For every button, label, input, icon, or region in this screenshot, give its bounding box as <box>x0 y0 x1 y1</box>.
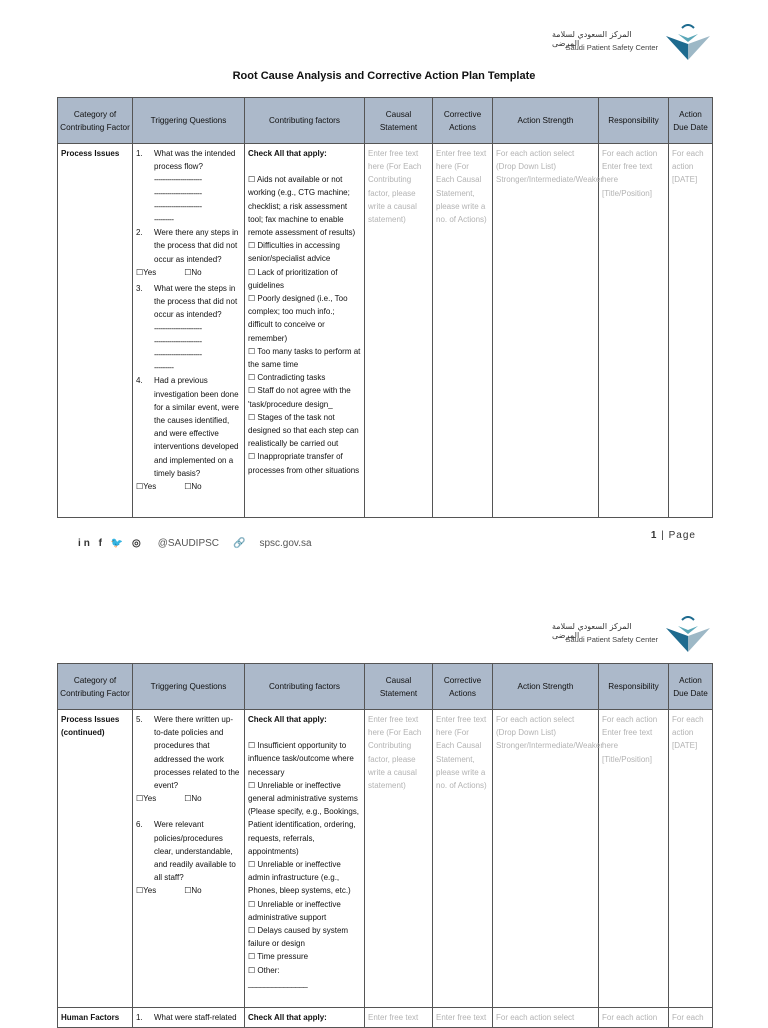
website-link[interactable]: spsc.gov.sa <box>259 538 312 549</box>
header-responsibility: Responsibility <box>599 98 669 144</box>
header-contributing-factors: Contributing factors <box>245 664 365 710</box>
logo-mark-icon <box>664 24 712 62</box>
factor-checkbox[interactable]: ☐ Poorly designed (i.e., Too complex; too much info.; difficult to conceive or remember) <box>248 294 348 343</box>
due-date-field[interactable]: For each action [DATE] <box>669 144 713 518</box>
category-cell: Process Issues <box>58 144 133 518</box>
factor-checkbox[interactable]: ☐ Unreliable or ineffective administrative support <box>248 899 341 922</box>
header-category: Category of Contributing Factor <box>58 664 133 710</box>
logo-arabic-text: المركز السعودي لسلامة المرضى <box>552 30 632 48</box>
question-item: 1. What were staff-related <box>136 1013 237 1022</box>
header-action-due-date: Action Due Date <box>669 98 713 144</box>
factor-checkbox[interactable]: ☐ Other: <box>248 965 280 975</box>
logo-english-text: Saudi Patient Safety Center <box>565 43 658 52</box>
questions-cell <box>133 1008 245 1028</box>
factor-checkbox[interactable]: ☐ Unreliable or ineffective admin infrastructure (e.g., Phones, bleep systems, etc.) <box>248 860 351 896</box>
yes-no-checkboxes[interactable]: ☐Yes ☐No <box>136 267 202 277</box>
question-item: 5. Were there written up-to-date policies and procedures that addressed the work processes related to the event? <box>136 715 240 791</box>
factor-checkbox[interactable]: ☐ Too many tasks to perform at the same time <box>248 346 361 370</box>
spsc-logo <box>552 616 712 656</box>
logo-mark-icon <box>664 616 712 654</box>
action-strength-dropdown[interactable]: For each action select (Drop Down List) Stronger/Intermediate/Weaker <box>493 710 599 1008</box>
action-strength-dropdown[interactable]: For each action select <box>493 1008 599 1028</box>
header-category: Category of Contributing Factor <box>58 98 133 144</box>
questions-cell <box>133 144 245 518</box>
factor-checkbox[interactable]: ☐ Staff do not agree with the 'task/procedure design_ <box>248 386 351 409</box>
causal-statement-field[interactable]: Enter free text here (For Each Contributing factor, please write a causal statement) <box>365 710 433 1008</box>
document-title: Root Cause Analysis and Corrective Action Plan Template <box>232 70 536 82</box>
question-item: 6. Were relevant policies/procedures clear, understandable, and readily available to all staff? <box>136 820 236 883</box>
link-icon: 🔗 <box>233 538 246 549</box>
page-number: 1 | Page <box>650 530 696 541</box>
action-strength-dropdown[interactable]: For each action select (Drop Down List) Stronger/Intermediate/Weaker <box>493 144 599 518</box>
question-item: 2. Were there any steps in the process that did not occur as intended? <box>136 228 239 264</box>
factor-checkbox[interactable]: ☐ Lack of prioritization of guidelines <box>248 267 338 290</box>
factor-checkbox[interactable]: ☐ Difficulties in accessing senior/specialist advice <box>248 241 340 264</box>
factor-checkbox[interactable]: ☐ Insufficient opportunity to influence task/outcome where necessary <box>248 741 354 777</box>
rca-table-page1 <box>57 97 713 518</box>
factor-checkbox[interactable]: ☐ Delays caused by system failure or design <box>248 926 349 949</box>
factor-checkbox[interactable]: ☐ Time pressure <box>248 952 309 962</box>
factor-checkbox[interactable]: ☐ Unreliable or ineffective general administrative systems (Please specify, e.g., Bookings, Patient identification, ordering, requests, referrals, appointments) <box>248 780 360 856</box>
contributing-factors-cell: Check All that apply: <box>245 1008 365 1028</box>
factor-checkbox[interactable]: ☐ Inappropriate transfer of processes from other situations <box>248 452 360 475</box>
header-triggering-questions: Triggering Questions <box>133 98 245 144</box>
due-date-field[interactable]: For each action [DATE] <box>669 710 713 1008</box>
question-item: 3. What were the steps in the process that did not occur as intended? ---------------------- ---------------------- ---------------------- --------- <box>136 284 238 373</box>
header-responsibility: Responsibility <box>599 664 669 710</box>
header-corrective-actions: Corrective Actions <box>433 98 493 144</box>
factor-checkbox[interactable]: ☐ Stages of the task not designed so that each step can realistically be carried out <box>248 412 359 449</box>
responsibility-field[interactable]: For each action Enter free text here [Title/Position] <box>599 710 669 1008</box>
category-cell: Human Factors <box>58 1008 133 1028</box>
corrective-actions-field[interactable]: Enter free text here (For Each Causal Statement, please write a no. of Actions) <box>433 710 493 1008</box>
spsc-logo <box>552 24 712 64</box>
header-action-strength: Action Strength <box>493 98 599 144</box>
factor-checkbox[interactable]: ☐ Aids not available or not working (e.g., CTG machine; checklist; a risk assessment tool; fax machine to enable remote assessment of results) <box>248 175 356 238</box>
contributing-factors-cell: Check All that apply: ☐ Aids not available or not working (e.g., CTG machine; checklist; a risk assessment tool; fax machine to enable remote assessment of results) ☐ Difficulties in accessing senior/specialist advice ☐ Lack of prioritization of guidelines ☐ Poorly designed (i.e., Too complex; too much info.; difficult to conceive or remember) ☐ Too many tasks to perform at the same time ☐ Contradicting tasks ☐ Staff do not agree with the 'task/procedure design_ ☐ Stages of the task not designed so that each step can realistically be carried out ☐ Inappropriate transfer of processes from other situations <box>245 144 365 518</box>
contributing-factors-cell: Check All that apply: ☐ Insufficient opportunity to influence task/outcome where necessary ☐ Unreliable or ineffective general administrative systems (Please specify, e.g., Bookings, Patient identification, ordering, requests, referrals, appointments) ☐ Unreliable or ineffective admin infrastructure (e.g., Phones, bleep systems, etc.) ☐ Unreliable or ineffective administrative support ☐ Delays caused by system failure or design ☐ Time pressure ☐ Other: _______________ <box>245 710 365 1008</box>
header-action-due-date: Action Due Date <box>669 664 713 710</box>
header-corrective-actions: Corrective Actions <box>433 664 493 710</box>
question-item: 4. Had a previous investigation been done for a similar event, were the causes identified, and were effective interventions developed and implemented on a timely basis? <box>136 376 239 478</box>
question-item: 1. What was the intended process flow? ---------------------- ---------------------- ---------------------- --------- <box>136 149 236 225</box>
header-triggering-questions: Triggering Questions <box>133 664 245 710</box>
yes-no-checkboxes[interactable]: ☐Yes ☐No <box>136 794 202 804</box>
logo-arabic-text: المركز السعودي لسلامة المرضى <box>552 622 632 640</box>
header-contributing-factors: Contributing factors <box>245 98 365 144</box>
social-icons[interactable]: in f 🐦 ◎ <box>78 538 144 549</box>
questions-cell <box>133 710 245 1008</box>
rca-table-page2 <box>57 663 713 1028</box>
responsibility-field[interactable]: For each action Enter free text here [Title/Position] <box>599 144 669 518</box>
logo-english-text: Saudi Patient Safety Center <box>565 635 658 644</box>
responsibility-field[interactable]: For each action <box>599 1008 669 1028</box>
header-action-strength: Action Strength <box>493 664 599 710</box>
corrective-actions-field[interactable]: Enter free text <box>433 1008 493 1028</box>
category-cell: Process Issues (continued) <box>58 710 133 1008</box>
corrective-actions-field[interactable]: Enter free text here (For Each Causal Statement, please write a no. of Actions) <box>433 144 493 518</box>
due-date-field[interactable]: For each <box>669 1008 713 1028</box>
other-blank[interactable]: _______________ <box>248 978 308 988</box>
header-causal-statement: Causal Statement <box>365 664 433 710</box>
yes-no-checkboxes[interactable]: ☐Yes ☐No <box>136 482 202 492</box>
causal-statement-field[interactable]: Enter free text <box>365 1008 433 1028</box>
social-handle[interactable]: @SAUDIPSC <box>157 538 220 549</box>
footer-social <box>78 538 312 549</box>
yes-no-checkboxes[interactable]: ☐Yes ☐No <box>136 886 202 896</box>
factor-checkbox[interactable]: ☐ Contradicting tasks <box>248 373 326 383</box>
causal-statement-field[interactable]: Enter free text here (For Each Contributing factor, please write a causal statement) <box>365 144 433 518</box>
header-causal-statement: Causal Statement <box>365 98 433 144</box>
